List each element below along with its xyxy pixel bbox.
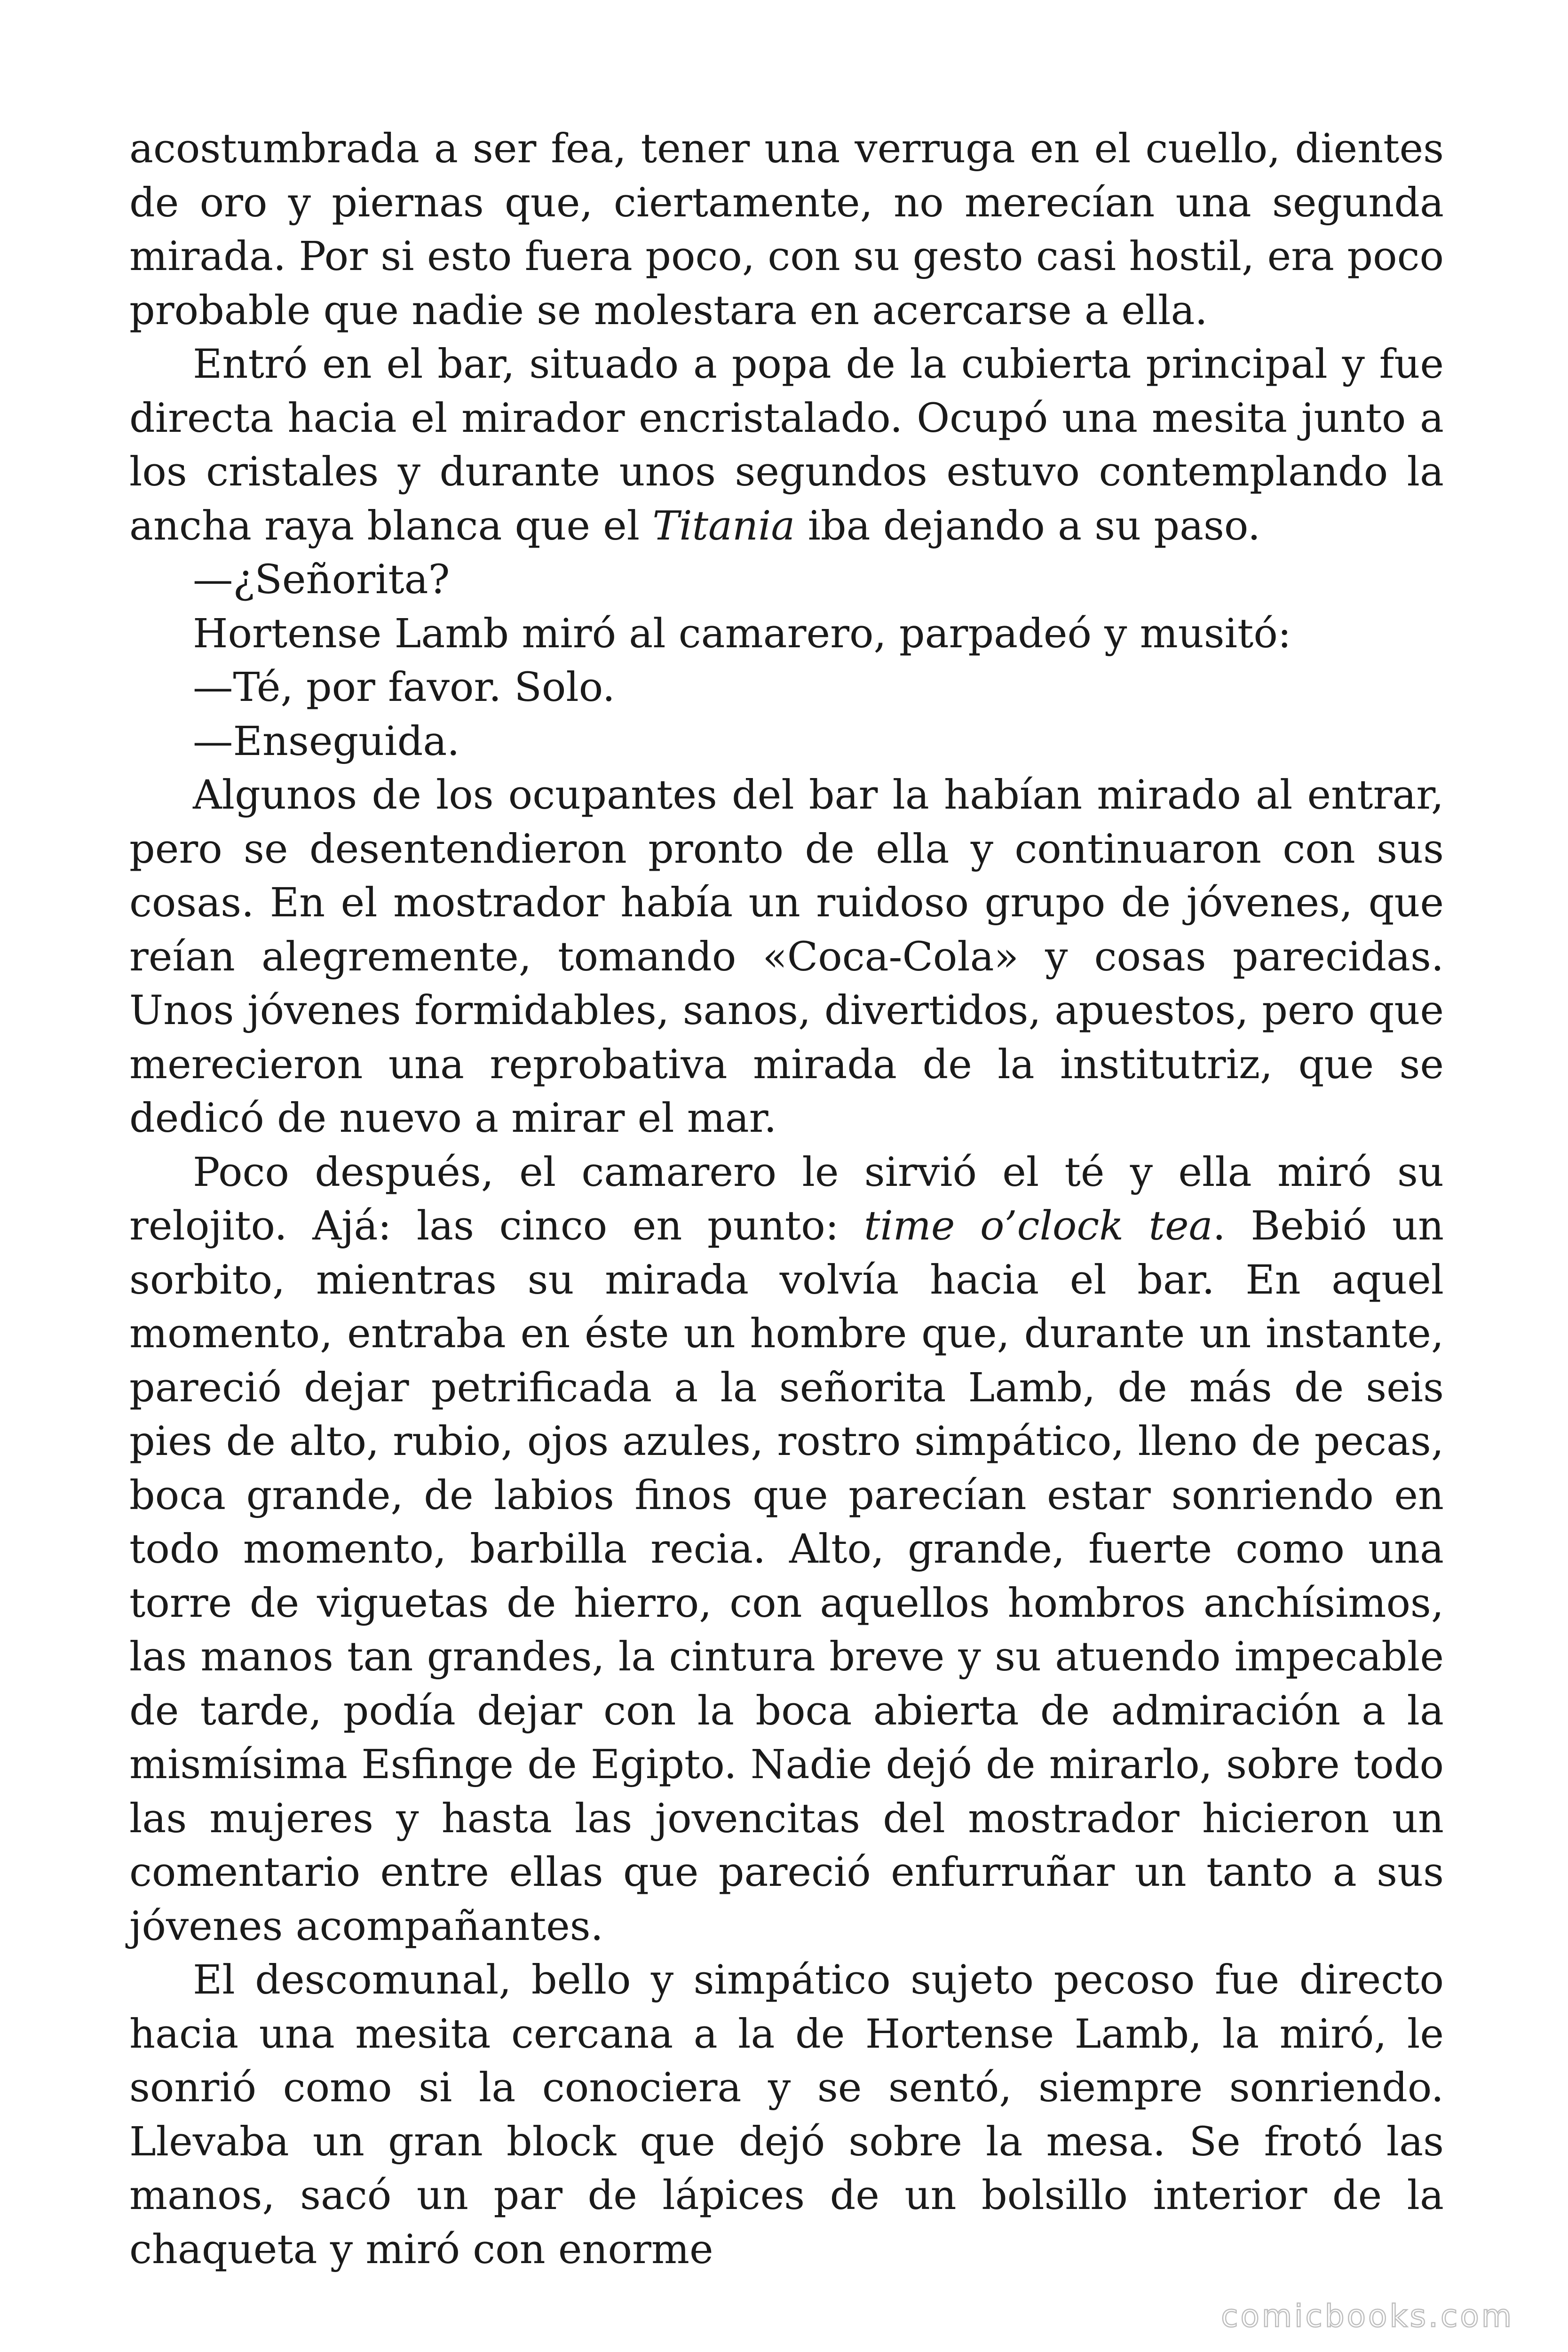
paragraph-text: iba dejando a su paso.: [795, 502, 1261, 549]
book-page-text: [129, 122, 1444, 2277]
dialogue-line: —¿Señorita?: [193, 556, 450, 603]
paragraph-text: Entró en el bar, situado a popa de la cubierta principal y fue directa hacia el mirador encristalado. Ocupó una mesita junto a los cristales y durante unos segundos estuvo contemplando la ancha raya blanca que el: [129, 341, 1444, 549]
paragraph: Algunos de los ocupantes del bar la habían mirado al entrar, pero se desentendieron pronto de ella y continuaron con sus cosas. En el mostrador había un ruidoso grupo de jóvenes, que reían alegremente, tomando «Coca-Cola» y cosas parecidas. Unos jóvenes formidables, sanos, divertidos, apuestos, pero que merecieron una reprobativa mirada de la institutriz, que se dedicó de nuevo a mirar el mar.: [129, 772, 1444, 1142]
dialogue-line: —Té, por favor. Solo.: [193, 664, 615, 711]
paragraph-text: . Bebió un sorbito, mientras su mirada volvía hacia el bar. En aquel momento, entraba en éste un hombre que, durante un instante, pareció dejar petrificada a la señorita Lamb, de más de seis pies de alto, rubio, ojos azules, rostro simpático, lleno de pecas, boca grande, de labios finos que parecían estar sonriendo en todo momento, barbilla recia. Alto, grande, fuerte como una torre de viguetas de hierro, con aquellos hombros anchísimos, las manos tan grandes, la cintura breve y su atuendo impecable de tarde, podía dejar con la boca abierta de admiración a la mismísima Esfinge de Egipto. Nadie dejó de mirarlo, sobre todo las mujeres y hasta las jovencitas del mostrador hicieron un comentario entre ellas que pareció enfurruñar un tanto a sus jóvenes acompañantes.: [129, 1203, 1444, 1950]
italic-ship-name: Titania: [652, 502, 795, 549]
italic-phrase: time o’clock tea: [864, 1203, 1213, 1249]
paragraph-text: Poco después, el camarero le sirvió el té y ella miró su relojito. Ajá: las cinco en punto:: [129, 1149, 1444, 1249]
paragraph: Hortense Lamb miró al camarero, parpadeó y musitó:: [193, 610, 1291, 657]
dialogue-line: —Enseguida.: [193, 718, 460, 765]
paragraph: [129, 1146, 1444, 1954]
paragraph: [129, 338, 1444, 553]
paragraph: acostumbrada a ser fea, tener una verruga en el cuello, dientes de oro y piernas que, ciertamente, no merecían una segunda mirada. Por si esto fuera poco, con su gesto casi hostil, era poco probable que nadie se molestara en acercarse a ella.: [129, 126, 1444, 334]
paragraph: El descomunal, bello y simpático sujeto pecoso fue directo hacia una mesita cercana a la de Hortense Lamb, la miró, le sonrió como si la conociera y se sentó, siempre sonriendo. Llevaba un gran block que dejó sobre la mesa. Se frotó las manos, sacó un par de lápices de un bolsillo interior de la chaqueta y miró con enorme: [129, 1957, 1444, 2273]
watermark-logo: comicbooks.com: [1221, 2298, 1514, 2334]
